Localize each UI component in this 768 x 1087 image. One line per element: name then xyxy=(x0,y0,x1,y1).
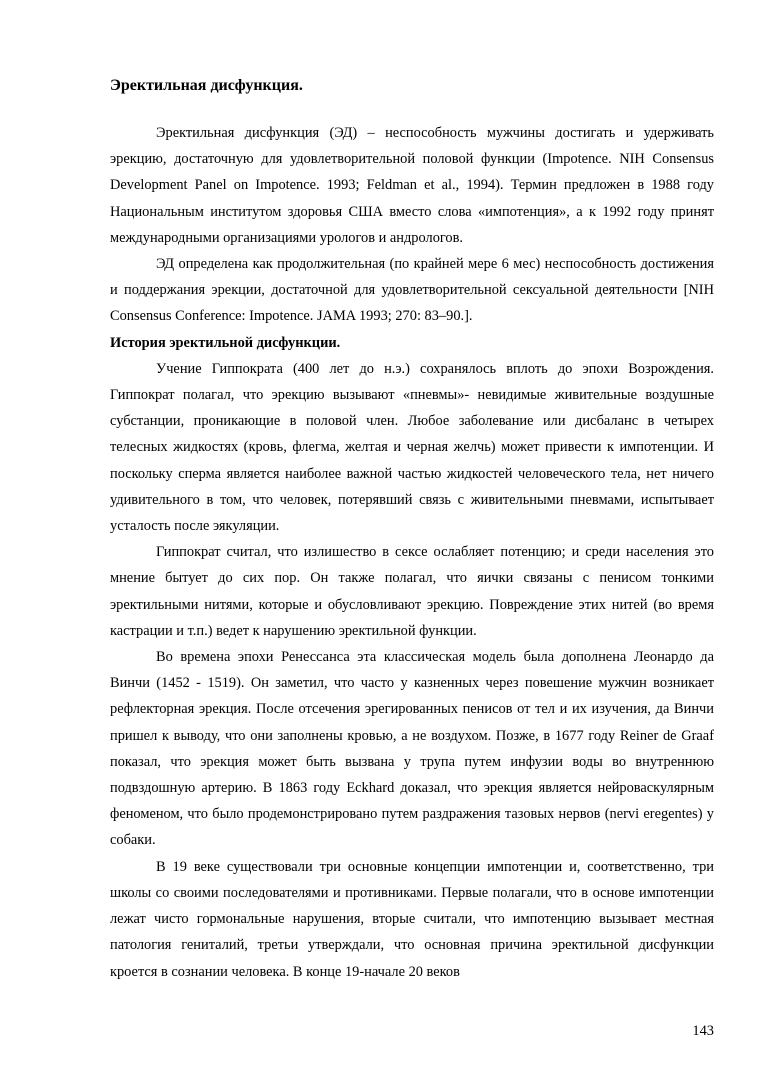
paragraph: Учение Гиппократа (400 лет до н.э.) сохранялось вплоть до эпохи Возрождения. Гиппократ полагал, что эрекцию вызывают «пневмы»- невидимые живительные воздушные субстанции, проникающие в половой член. Любое заболевание или дисбаланс в четырех телесных жидкостях (кровь, флегма, желтая и черная желчь) может привести к импотенции. И поскольку сперма является наиболее важной частью жидкостей человеческого тела, нет ничего удивительного в том, что человек, потерявший связь с живительными пневмами, испытывает усталость после эякуляции. xyxy=(110,360,714,535)
paragraph: Эректильная дисфункция (ЭД) – неспособность мужчины достигать и удерживать эрекцию, достаточную для удовлетворительной половой функции (Impotence. NIH Consensus Development Panel on Impotence. 1993; Feldman et al., 1994). Термин предложен в 1988 году Национальным институтом здоровья США вместо слова «импотенция», а к 1992 году принят международными организациями урологов и андрологов. xyxy=(110,125,714,246)
page-number: 143 xyxy=(692,1023,714,1039)
paragraph: В 19 веке существовали три основные концепции импотенции и, соответственно, три школы со своими последователями и противниками. Первые полагали, что в основе импотенции лежат чисто гормональные нарушения, вторые считали, что импотенцию вызывает местная патология гениталий, третьи утверждали, что основная причина эректильной дисфункции кроется в сознании человека. В конце 19-начале 20 веков xyxy=(110,858,714,980)
document-title: Эректильная дисфункция. xyxy=(110,77,303,94)
paragraph: Во времена эпохи Ренессанса эта классическая модель была дополнена Леонардо да Винчи (1452 - 1519). Он заметил, что часто у казненных через повешение мужчин возникает рефлекторная эрекция. После отсечения эрегированных пенисов от тел и их изучения, да Винчи пришел к выводу, что они заполнены кровью, а не воздухом. Позже, в 1677 году Reiner de Graaf показал, что эрекция может быть вызвана у трупа путем инфузии воды во внутреннюю подвздошную артерию. В 1863 году Eckhard доказал, что эрекция является нейроваскулярным феноменом, что было продемонстрировано путем раздражения тазовых нервов (nervi eregentes) у собаки. xyxy=(110,649,714,849)
section-heading: История эректильной дисфункции. xyxy=(110,334,341,351)
paragraph: Гиппократ считал, что излишество в сексе ослабляет потенцию; и среди населения это мнение бытует до сих пор. Он также полагал, что яички связаны с пенисом тонкими эректильными нитями, которые и обусловливают эрекцию. Повреждение этих нитей (во время кастрации и т.п.) ведет к нарушению эректильной функции. xyxy=(110,544,714,639)
paragraph: ЭД определена как продолжительная (по крайней мере 6 мес) неспособность достижения и поддержания эрекции, достаточной для удовлетворительной сексуальной деятельности [NIH Consensus Conference: Impotence. JAMA 1993; 270: 83–90.]. xyxy=(110,256,714,325)
document-page xyxy=(110,76,714,985)
